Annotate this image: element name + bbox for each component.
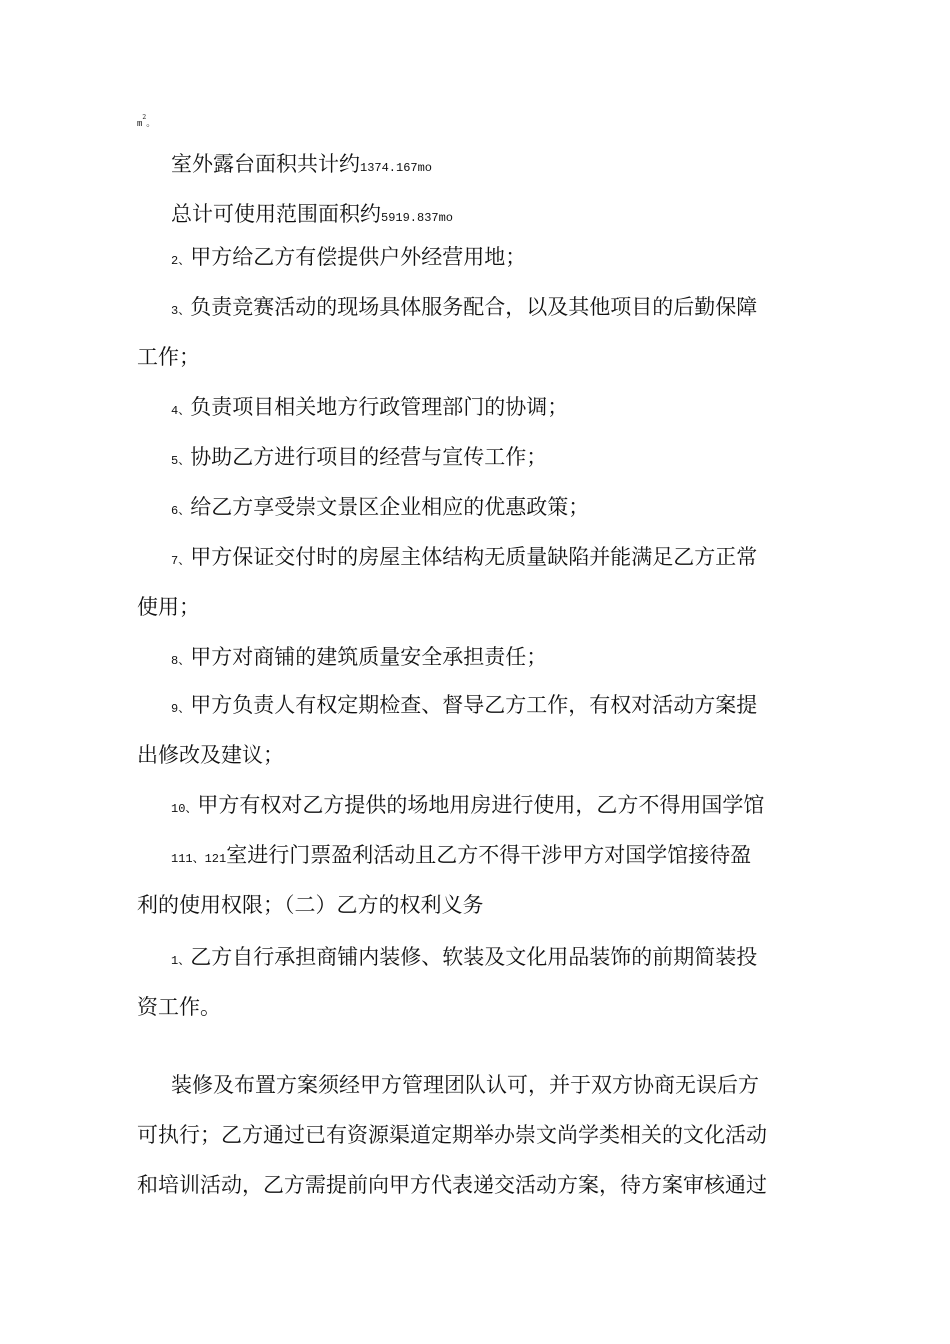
doc-line-item-3-cont — [137, 343, 200, 371]
room-number-2: 121 — [204, 852, 227, 866]
item-number: 2、 — [171, 254, 191, 268]
unit-period: 。 — [146, 119, 156, 129]
total-area-value: 5919.837mo — [381, 211, 454, 225]
item-text: 甲方有权对乙方提供的场地用房进行使用，乙方不得用国学馆 — [197, 793, 765, 817]
item-text: 协助乙方进行项目的经营与宣传工作； — [190, 445, 548, 469]
item-number: 8、 — [171, 654, 191, 668]
paragraph-text: 可执行；乙方通过已有资源渠道定期举办崇文尚学类相关的文化活动 — [137, 1123, 767, 1147]
item-text: 资工作。 — [137, 995, 221, 1019]
doc-line-total-area — [171, 200, 453, 232]
item-number: 9、 — [171, 702, 191, 716]
item-number: 1、 — [171, 954, 191, 968]
doc-paragraph-line-3 — [137, 1171, 767, 1199]
doc-line-b-item-1 — [171, 943, 757, 975]
doc-line-terrace-area — [171, 150, 432, 182]
terrace-area-label: 室外露台面积共计约 — [171, 152, 360, 176]
item-text: 负责竞赛活动的现场具体服务配合，以及其他项目的后勤保障 — [190, 295, 758, 319]
item-number: 4、 — [171, 404, 191, 418]
doc-line-unit — [137, 104, 155, 138]
item-text: 甲方对商铺的建筑质量安全承担责任； — [190, 645, 548, 669]
doc-line-item-9 — [171, 691, 757, 723]
item-text: 负责项目相关地方行政管理部门的协调； — [190, 395, 569, 419]
item-text: 工作； — [137, 345, 200, 369]
item-text: 利的使用权限；（二）乙方的权利义务 — [137, 893, 484, 917]
doc-line-item-9-cont — [137, 741, 284, 769]
doc-line-item-2 — [171, 243, 526, 275]
unit-text: m — [137, 119, 143, 129]
item-text: 给乙方享受崇文景区企业相应的优惠政策； — [190, 495, 590, 519]
paragraph-text: 装修及布置方案须经甲方管理团队认可，并于双方协商无误后方 — [171, 1073, 759, 1097]
doc-paragraph-line-1 — [171, 1071, 759, 1099]
unit-superscript: 2 — [142, 114, 147, 121]
item-text: 甲方给乙方有偿提供户外经营用地； — [190, 245, 527, 269]
item-text: 乙方自行承担商铺内装修、软装及文化用品装饰的前期简装投 — [190, 945, 758, 969]
item-text: 出修改及建议； — [137, 743, 284, 767]
doc-line-item-4 — [171, 393, 568, 425]
item-text: 使用； — [137, 595, 200, 619]
doc-line-item-6 — [171, 493, 589, 525]
doc-line-item-3 — [171, 293, 757, 325]
item-number: 5、 — [171, 454, 191, 468]
doc-line-b-item-1-cont — [137, 993, 221, 1021]
terrace-area-value: 1374.167mo — [360, 161, 433, 175]
item-number: 7、 — [171, 554, 191, 568]
item-number: 6、 — [171, 504, 191, 518]
doc-paragraph-line-2 — [137, 1121, 767, 1149]
item-number: 10、 — [171, 802, 198, 816]
doc-line-item-8 — [171, 643, 547, 675]
room-number-1: 111、 — [171, 852, 205, 866]
item-text: 甲方保证交付时的房屋主体结构无质量缺陷并能满足乙方正常 — [190, 545, 758, 569]
paragraph-text: 和培训活动，乙方需提前向甲方代表递交活动方案，待方案审核通过 — [137, 1173, 767, 1197]
item-text: 甲方负责人有权定期检查、督导乙方工作，有权对活动方案提 — [190, 693, 758, 717]
doc-line-item-10-cont — [171, 841, 751, 873]
total-area-label: 总计可使用范围面积约 — [171, 202, 381, 226]
doc-line-item-10 — [171, 791, 764, 823]
item-number: 3、 — [171, 304, 191, 318]
doc-line-item-7-cont — [137, 593, 200, 621]
doc-line-item-7 — [171, 543, 757, 575]
doc-line-item-5 — [171, 443, 547, 475]
item-text: 室进行门票盈利活动且乙方不得干涉甲方对国学馆接待盈 — [226, 843, 752, 867]
doc-line-item-10-end — [137, 891, 484, 919]
